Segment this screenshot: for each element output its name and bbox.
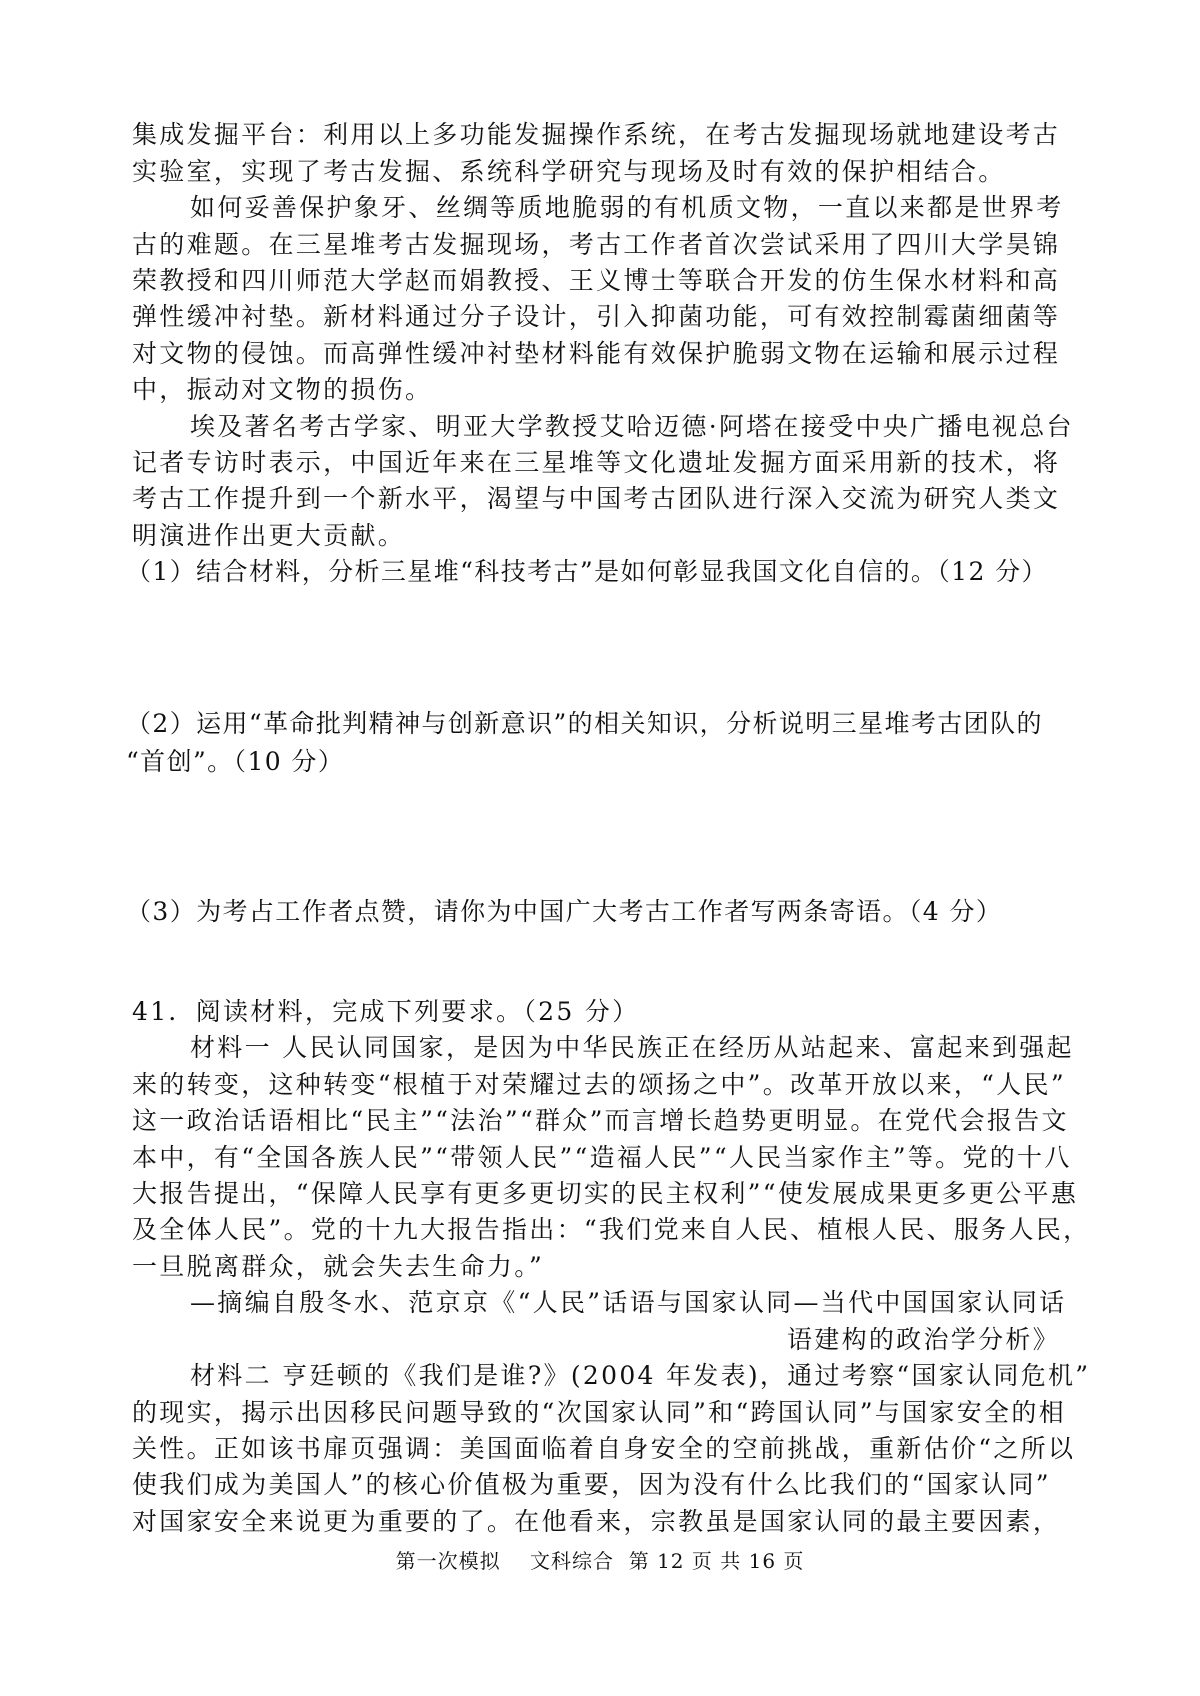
body-line: 埃及著名考古学家、明亚大学教授艾哈迈德·阿塔在接受中央广播电视总台 bbox=[190, 412, 1074, 441]
body-line: 古的难题。在三星堆考古发掘现场，考古工作者首次尝试采用了四川大学昊锦 bbox=[132, 230, 1061, 259]
body-line: 对文物的侵蚀。而高弹性缓冲衬垫材料能有效保护脆弱文物在运输和展示过程 bbox=[132, 339, 1061, 368]
question-3: （3）为考占工作者点赞，请你为中国广大考古工作者写两条寄语。（4 分） bbox=[126, 897, 1003, 926]
question-1: （1）结合材料，分析三星堆“科技考古”是如何彰显我国文化自信的。（12 分） bbox=[126, 557, 1048, 586]
material-2-line: 材料二 亨廷顿的《我们是谁?》(2004 年发表)，通过考察“国家认同危机” bbox=[190, 1361, 1091, 1390]
question-41-title: 41．阅读材料，完成下列要求。（25 分） bbox=[132, 997, 640, 1026]
material-1-line: 来的转变，这种转变“根植于对荣耀过去的颂扬之中”。改革开放以来，“人民” bbox=[132, 1070, 1066, 1099]
material-2-line: 对国家安全来说更为重要的了。在他看来，宗教虽是国家认同的最主要因素， bbox=[132, 1507, 1061, 1536]
body-line: 记者专访时表示，中国近年来在三星堆等文化遗址发掘方面采用新的技术，将 bbox=[132, 448, 1061, 477]
material-2-line: 使我们成为美国人”的核心价值极为重要，因为没有什么比我们的“国家认同” bbox=[132, 1470, 1051, 1499]
material-1-line: 本中，有“全国各族人民”“带领人民”“造福人民”“人民当家作主”等。党的十八 bbox=[132, 1143, 1072, 1172]
material-2-line: 的现实，揭示出因移民问题导致的“次国家认同”和“跨国认同”与国家安全的相 bbox=[132, 1398, 1066, 1427]
body-line: 考古工作提升到一个新水平，渴望与中国考古团队进行深入交流为研究人类文 bbox=[132, 484, 1061, 513]
body-line: 荣教授和四川师范大学赵而娟教授、王义博士等联合开发的仿生保水材料和高 bbox=[132, 266, 1061, 295]
body-line: 实验室，实现了考古发掘、系统科学研究与现场及时有效的保护相结合。 bbox=[132, 157, 1006, 186]
material-1-line: 材料一 人民认同国家，是因为中华民族正在经历从站起来、富起来到强起 bbox=[190, 1033, 1074, 1062]
citation-line: 语建构的政治学分析》 bbox=[786, 1325, 1060, 1354]
page-footer: 第一次模拟 文科综合 第 12 页 共 16 页 bbox=[395, 1549, 805, 1573]
body-line: 弹性缓冲衬垫。新材料通过分子设计，引入抑菌功能，可有效控制霉菌细菌等 bbox=[132, 302, 1061, 331]
body-line: 明演进作出更大贡献。 bbox=[132, 521, 406, 550]
question-2-continued: “首创”。（10 分） bbox=[126, 747, 345, 776]
material-1-line: 大报告提出，“保障人民享有更多更切实的民主权利”“使发展成果更多更公平惠 bbox=[132, 1179, 1079, 1208]
material-1-line: 及全体人民”。党的十九大报告指出：“我们党来自人民、植根人民、服务人民， bbox=[132, 1215, 1091, 1244]
material-1-line: 这一政治话语相比“民主”“法治”“群众”而言增长趋势更明显。在党代会报告文 bbox=[132, 1106, 1069, 1135]
question-2: （2）运用“革命批判精神与创新意识”的相关知识，分析说明三星堆考古团队的 bbox=[126, 709, 1043, 738]
body-line: 如何妥善保护象牙、丝绸等质地脆弱的有机质文物，一直以来都是世界考 bbox=[190, 193, 1064, 222]
material-1-line: 一旦脱离群众，就会失去生命力。” bbox=[132, 1252, 545, 1281]
material-2-line: 关性。正如该书扉页强调：美国面临着自身安全的空前挑战，重新估价“之所以 bbox=[132, 1434, 1076, 1463]
body-line: 中，振动对文物的损伤。 bbox=[132, 375, 433, 404]
body-line: 集成发掘平台：利用以上多功能发掘操作系统，在考古发掘现场就地建设考古 bbox=[132, 120, 1061, 149]
citation-line: —摘编自殷冬水、范京京《“人民”话语与国家认同—当代中国国家认同话 bbox=[190, 1288, 1067, 1317]
